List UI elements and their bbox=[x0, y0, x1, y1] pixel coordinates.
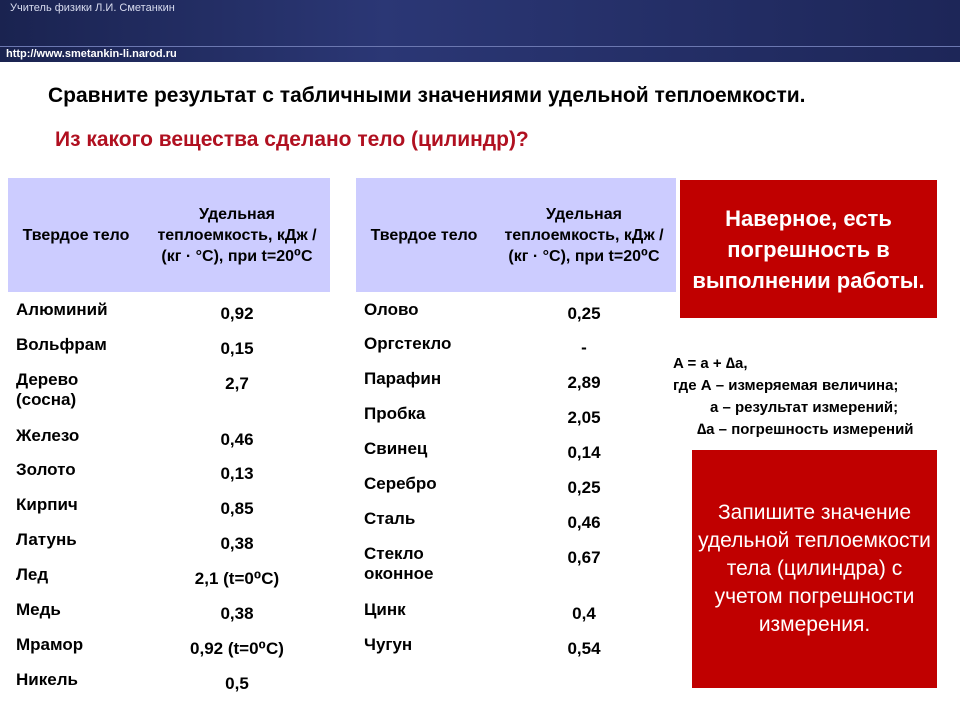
table-row bbox=[356, 501, 676, 536]
heat-capacity-value: 0,25 bbox=[567, 478, 601, 497]
substance-name: Чугун bbox=[364, 635, 413, 654]
error-note-box bbox=[680, 180, 937, 318]
table-row bbox=[8, 627, 330, 662]
formula-line-3: a – результат измерений; bbox=[710, 399, 899, 416]
substance-name: Серебро bbox=[364, 474, 437, 493]
heat-capacity-value: 0,25 bbox=[567, 304, 601, 323]
table-row bbox=[8, 418, 330, 452]
substance-name: Медь bbox=[16, 600, 61, 619]
substance-name: Лед bbox=[16, 565, 49, 584]
heat-capacity-value: 2,7 bbox=[225, 374, 249, 393]
table-row bbox=[8, 662, 330, 697]
heat-capacity-value: 0,92 bbox=[220, 304, 254, 323]
substance-name: Оргстекло bbox=[364, 334, 452, 353]
slide-header bbox=[0, 0, 960, 62]
substance-name: Мрамор bbox=[16, 635, 84, 654]
header-divider bbox=[0, 46, 960, 47]
table-row bbox=[8, 327, 330, 362]
table-row bbox=[8, 292, 330, 327]
substance-name: Дерево (сосна) bbox=[16, 370, 79, 409]
heat-capacity-value: 0,67 bbox=[567, 548, 601, 567]
substance-name: Вольфрам bbox=[16, 335, 107, 354]
substance-name: Свинец bbox=[364, 439, 428, 458]
heat-capacity-value: 0,46 bbox=[567, 513, 601, 532]
substance-name: Олово bbox=[364, 300, 419, 319]
substance-name: Пробка bbox=[364, 404, 426, 423]
substance-name: Сталь bbox=[364, 509, 416, 528]
sub-question: Из какого вещества сделано тело (цилиндр)? bbox=[55, 128, 529, 151]
website-url[interactable]: http://www.smetankin-li.narod.ru bbox=[6, 48, 177, 60]
formula-line-2: где А – измеряемая величина; bbox=[673, 377, 899, 394]
author-title: Учитель физики Л.И. Сметанкин bbox=[10, 2, 175, 14]
task-box bbox=[692, 450, 937, 688]
error-note-text: Наверное, есть погрешность в выполнении работы. bbox=[692, 205, 925, 293]
substance-name: Парафин bbox=[364, 369, 442, 388]
substance-name: Алюминий bbox=[16, 300, 108, 319]
heat-capacity-value: 0,85 bbox=[220, 499, 254, 518]
heat-capacity-value: 0,54 bbox=[567, 639, 601, 658]
table-row bbox=[8, 487, 330, 522]
table-row bbox=[356, 292, 676, 326]
heat-capacity-value: 0,92 (t=0⁰C) bbox=[190, 639, 284, 658]
table-row bbox=[8, 362, 330, 418]
heat-capacity-value: 0,4 bbox=[572, 604, 596, 623]
table-row bbox=[8, 557, 330, 592]
substance-name: Золото bbox=[16, 460, 76, 479]
substance-name: Латунь bbox=[16, 530, 77, 549]
substance-name: Цинк bbox=[364, 600, 406, 619]
heat-capacity-table-1 bbox=[8, 178, 330, 697]
heat-capacity-value: 0,46 bbox=[220, 430, 254, 449]
error-formula bbox=[673, 353, 960, 441]
table-row bbox=[8, 452, 330, 487]
substance-name: Кирпич bbox=[16, 495, 78, 514]
heat-capacity-value: - bbox=[581, 338, 587, 357]
substance-name: Железо bbox=[16, 426, 80, 445]
table-row bbox=[356, 627, 676, 662]
table-row bbox=[356, 536, 676, 592]
table-row bbox=[8, 592, 330, 627]
table-row bbox=[8, 522, 330, 557]
column-header-substance: Твердое тело bbox=[356, 178, 492, 292]
table-row bbox=[356, 396, 676, 431]
column-header-heat-capacity: Удельная теплоемкость, кДж / (кг · °С), при t=20⁰С bbox=[492, 178, 676, 292]
heat-capacity-table-2 bbox=[356, 178, 676, 662]
formula-line-1: A = a + ∆a, bbox=[673, 355, 748, 372]
substance-name: Стекло оконное bbox=[364, 544, 434, 583]
table-row bbox=[356, 361, 676, 396]
substance-name: Никель bbox=[16, 670, 78, 689]
table-row bbox=[356, 592, 676, 627]
heat-capacity-value: 2,89 bbox=[567, 373, 601, 392]
heat-capacity-value: 2,1 (t=0⁰C) bbox=[194, 569, 280, 588]
column-header-heat-capacity: Удельная теплоемкость, кДж / (кг · °С), при t=20⁰С bbox=[144, 178, 330, 292]
main-question: Сравните результат с табличными значениями удельной теплоемкости. bbox=[48, 84, 806, 107]
heat-capacity-value: 0,5 bbox=[225, 674, 249, 693]
formula-line-4: ∆a – погрешность измерений bbox=[697, 421, 914, 438]
column-header-substance: Твердое тело bbox=[8, 178, 144, 292]
heat-capacity-value: 2,05 bbox=[567, 408, 601, 427]
table-row bbox=[356, 466, 676, 501]
heat-capacity-value: 0,14 bbox=[567, 443, 601, 462]
heat-capacity-value: 0,15 bbox=[220, 339, 254, 358]
table-row bbox=[356, 431, 676, 466]
heat-capacity-value: 0,38 bbox=[220, 604, 254, 623]
task-text: Запишите значение удельной теплоемкости тела (цилиндра) с учетом погрешности измерения. bbox=[698, 501, 931, 636]
heat-capacity-value: 0,13 bbox=[220, 464, 254, 483]
table-row bbox=[356, 326, 676, 361]
heat-capacity-value: 0,38 bbox=[220, 534, 254, 553]
